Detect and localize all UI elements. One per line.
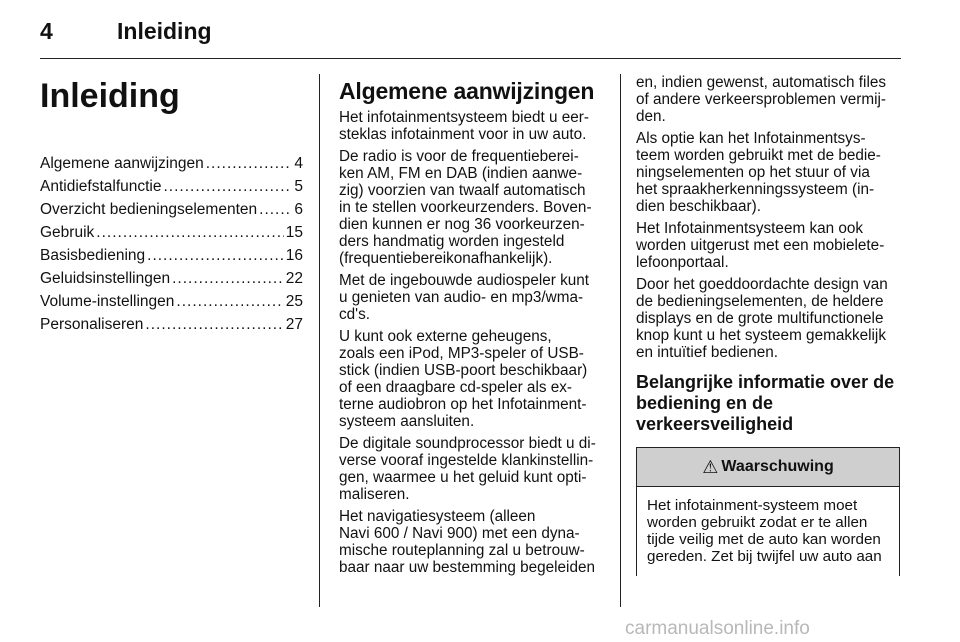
toc-entry[interactable] — [40, 244, 303, 267]
header-rule — [40, 58, 901, 59]
continuation-column — [636, 74, 902, 576]
body-paragraph: Het infotainmentsysteem biedt u eer- steklas infotainment voor in uw auto. — [339, 109, 589, 143]
toc-entry[interactable] — [40, 267, 303, 290]
continuation-body — [636, 74, 902, 361]
body-paragraph: De radio is voor de frequentieberei- ken AM, FM en DAB (indien aanwe- zig) voorzien van twaalf automatisch in te stellen voorkeurzenders. Boven- dien kunnen er nog 36 voorkeurzen- ders handmatig worden ingesteld (frequentiebereikonafhankelijk). — [339, 148, 592, 267]
toc-leader-dots — [172, 267, 284, 290]
toc-entry[interactable] — [40, 290, 303, 313]
section-heading: Algemene aanwijzingen — [339, 78, 595, 104]
body-paragraph: Het Infotainmentsysteem kan ook worden uitgerust met een mobielete- lefoonportaal. — [636, 220, 885, 271]
toc-entry-title: Gebruik — [40, 224, 95, 241]
body-paragraph: en, indien gewenst, automatisch files of andere verkeersproblemen vermij- den. — [636, 74, 886, 125]
warning-header — [637, 448, 899, 487]
toc-entry-page: 16 — [285, 247, 303, 264]
toc-leader-dots — [164, 175, 293, 198]
running-title: Inleiding — [117, 18, 212, 44]
warning-text: Het infotainment-systeem moet worden gebruikt zodat er te allen tijde veilig met de auto kan worden gereden. Zet bij twijfel uw auto aan — [647, 497, 882, 565]
toc-leader-dots — [259, 198, 292, 221]
toc-entry-page: 25 — [285, 293, 303, 310]
column-divider-left — [319, 74, 320, 607]
body-paragraph: De digitale soundprocessor biedt u di- verse vooraf ingestelde klankinstellin- gen, waarmee u het geluid kunt opti- maliseren. — [339, 435, 596, 503]
toc-entry[interactable] — [40, 175, 303, 198]
toc-entry-page: 15 — [285, 224, 303, 241]
toc-leader-dots — [176, 290, 283, 313]
toc-entry-title: Basisbediening — [40, 247, 146, 264]
toc-entry-title: Personaliseren — [40, 316, 144, 333]
toc-leader-dots — [206, 152, 293, 175]
toc-entry-page: 4 — [294, 155, 303, 172]
body-paragraph: Het navigatiesysteem (alleen Navi 600 / Navi 900) met een dyna- mische routeplanning zal u betrouw- baar naar uw bestemming begeleiden — [339, 508, 595, 576]
toc-entry-page: 27 — [285, 316, 303, 333]
toc-entry-page: 5 — [294, 178, 303, 195]
toc-entry[interactable] — [40, 313, 303, 336]
safety-subheading: Belangrijke informatie over de bediening en de verkeersveiligheid — [636, 372, 895, 434]
body-paragraph: U kunt ook externe geheugens, zoals een iPod, MP3-speler of USB- stick (indien USB-poort beschikbaar) of een draagbare cd-speler als ex- terne audiobron op het Infotainment- systeem aansluiten. — [339, 328, 588, 430]
body-paragraph: Met de ingebouwde audiospeler kunt u genieten van audio- en mp3/wma- cd's. — [339, 272, 590, 323]
toc-leader-dots — [96, 221, 283, 244]
section-body — [339, 109, 604, 576]
toc-entry-title: Antidiefstalfunctie — [40, 178, 162, 195]
toc-entry-title: Overzicht bedieningselementen — [40, 201, 258, 218]
toc-entry[interactable] — [40, 221, 303, 244]
column-divider-right — [620, 74, 621, 607]
toc-leader-dots — [145, 313, 283, 336]
toc-entry[interactable] — [40, 198, 303, 221]
intro-column — [339, 74, 604, 581]
toc-entry-title: Algemene aanwijzingen — [40, 155, 204, 172]
body-paragraph: Door het goeddoordachte design van de bedieningselementen, de heldere displays en de grote multifunctionele knop kunt u het systeem gemakkelijk en intuïtief bedienen. — [636, 276, 888, 361]
chapter-title: Inleiding — [40, 77, 180, 115]
toc-entry-title: Volume-instellingen — [40, 293, 175, 310]
toc-entry-page: 22 — [285, 270, 303, 287]
warning-title: Waarschuwing — [721, 458, 834, 475]
warning-triangle-icon: ⚠ — [702, 456, 719, 477]
toc-entry[interactable] — [40, 152, 303, 175]
body-paragraph: Als optie kan het Infotainmentsys- teem worden gebruikt met de bedie- ningselementen op het stuur of via het spraakherkenningssysteem (in- dien beschikbaar). — [636, 130, 881, 215]
watermark: carmanualsonline.info — [625, 618, 810, 639]
table-of-contents — [40, 152, 303, 336]
toc-leader-dots — [147, 244, 284, 267]
page-number: 4 — [40, 18, 53, 44]
toc-entry-title: Geluidsinstellingen — [40, 270, 171, 287]
chapter-column — [40, 74, 303, 336]
page-header — [0, 0, 960, 60]
toc-entry-page: 6 — [294, 201, 303, 218]
warning-box — [636, 447, 900, 576]
